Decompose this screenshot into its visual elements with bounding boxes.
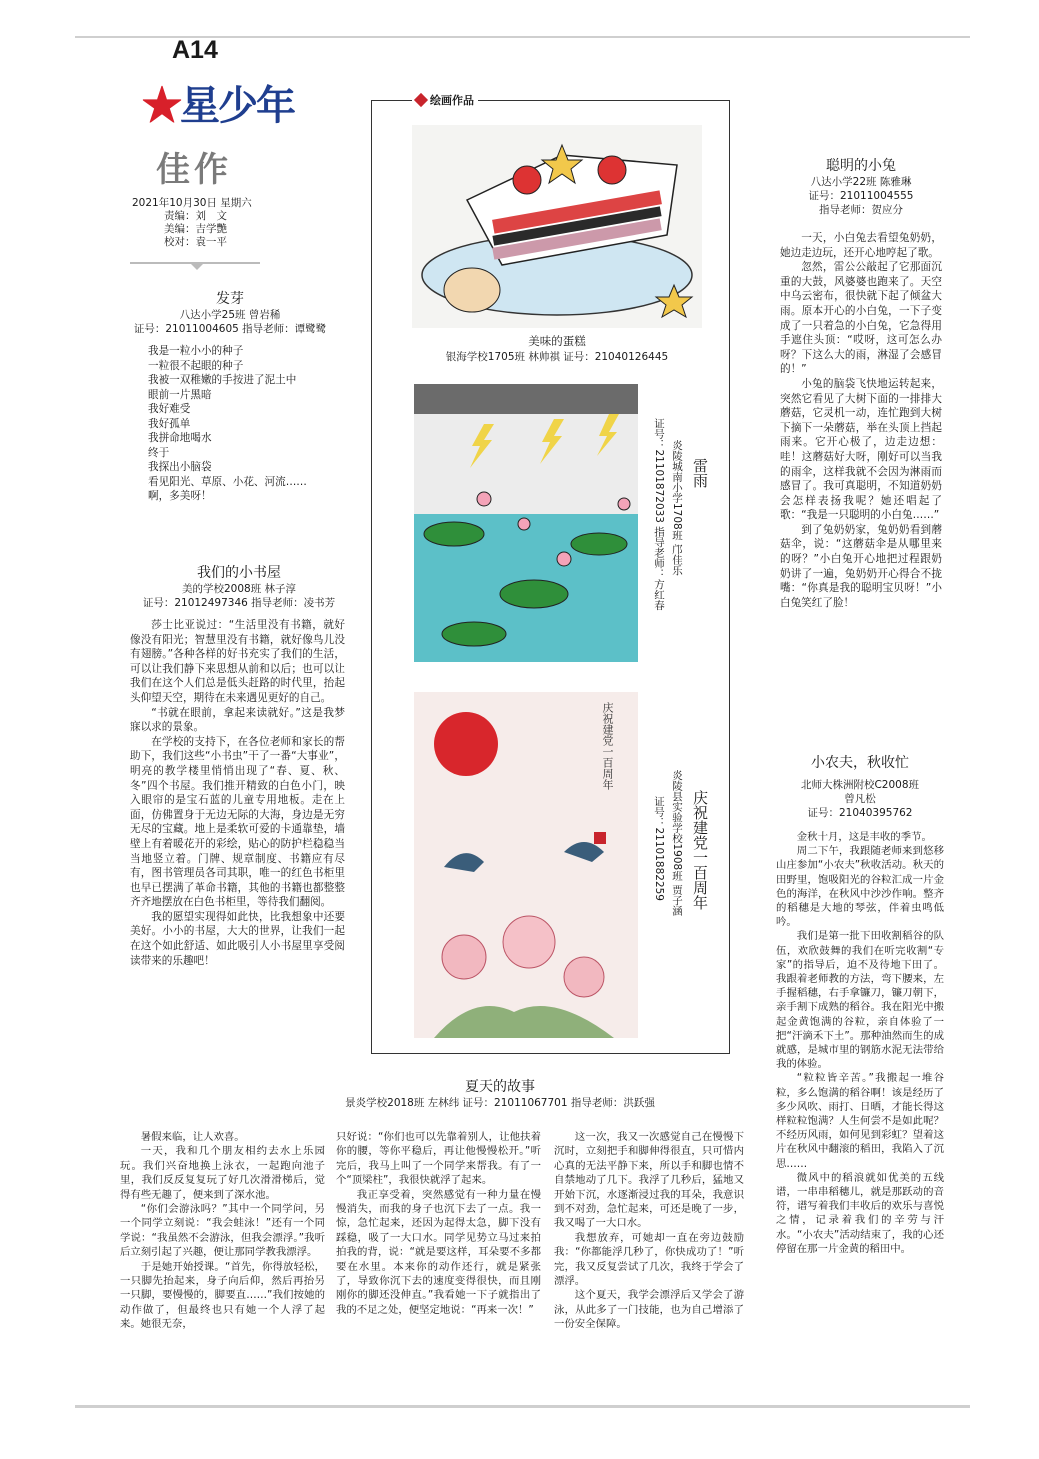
paragraph: 在学校的支持下，在各位老师和家长的帮助下，我们这些“小书虫”干了一番“大事业”，明亮的教学楼里悄悄出现了“春、夏、秋、冬”四个书屋。我们推开精致的白色小门，映入眼帘的是宝石蓝的儿童专用地板。走在上面，仿佛置身于无边无际的大海，身边是无穷无尽的宝藏。地上是柔软可爱的卡通靠垫，墙壁上有着暖花开的彩绘，贴心的防护栏稳稳当当地竖立着。门牌、规章制度、书籍应有尽有，图书管理员各司其职，唯一的红色书柜里也早已摆满了革命书籍，其他的书籍也都整整齐齐地摆放在白色书柜里，等待我们翻阅。: [130, 735, 345, 909]
paragraph: 暑假来临，让人欢喜。: [140, 1131, 245, 1143]
article-cert: 证号：21011004605 指导老师：谭鹭鹭: [133, 323, 327, 335]
rain-drawing: [414, 384, 638, 662]
paragraph: 这一次，我又一次感觉自己在慢慢下沉时，立刻把手和脚伸得很直，只可惜内心真的无法平静下来，所以手和脚也情不自禁地动了几下。我浮了几秒后，猛地又开始下沉，水逐渐浸过我的耳朵，我意识到不对劲，急忙起来，可还是晚了一步，我又喝了一大口水。: [554, 1131, 744, 1230]
article-title: 小农夫，秋收忙: [811, 755, 909, 771]
article-body: [130, 618, 345, 968]
painting-author: 炎陵城南小学1708班 邝佳乐: [671, 440, 683, 576]
article-cert: 证号：21011004555: [808, 190, 914, 202]
paragraph: “粒粒皆辛苦。”我搬起一堆谷粒，多么饱满的稻谷啊！该是经历了多少风吹、雨打、日晒，才能长得这样粒粒饱满？人生何尝不是如此呢？不经历风雨，如何见到彩虹？望着这片在秋风中翻滚的稻田，我陷入了沉思……: [776, 1072, 944, 1170]
article-author: 美的学校2008班 林子淳: [181, 583, 297, 595]
paragraph: 小兔的脑袋飞快地运转起来，突然它看见了大树下面的一排排大蘑菇，它灵机一动，连忙跑到大树下摘下一朵蘑菇，举在头顶上挡起雨来。它开心极了，边走边想：哇！这蘑菇好大呀，刚好可以当我的雨伞，这样我就不会因为淋雨而感冒了。我可真聪明，不知道奶奶会怎样表扬我呢？她还唱起了歌：“我是一只聪明的小白兔……”: [780, 377, 942, 522]
proof-credit: 校对：袁一平: [164, 236, 227, 248]
paragraph: 忽然，雷公公敲起了它那面沉重的大鼓，风婆婆也跑来了。天空中乌云密布，很快就下起了倾盆大雨。原本开心的小白兔，一下子变成了一只着急的小白兔，它急得用手遮住头顶：“哎呀，这可怎么办呀？下这么大的雨，淋湿了会感冒的！”: [780, 261, 942, 376]
article-summer-head: [250, 1076, 750, 1110]
paragraph: 金秋十月，这是丰收的季节。: [796, 831, 932, 843]
edition-date: 2021年10月30日 星期六: [132, 197, 252, 209]
bottom-rule: [75, 1405, 970, 1408]
poem-line: 我好难受: [148, 403, 191, 415]
editor-credit: 责编：刘 文: [164, 210, 227, 222]
chevron-down-icon: [189, 262, 205, 270]
paragraph: 一天，我和几个朋友相约去水上乐园玩。我们兴奋地换上泳衣，一起跑向池子里，我们反反复复玩了好几次滑滑梯后，觉得有些无趣了，便来到了深水池。: [120, 1145, 325, 1201]
article-rabbit: [780, 155, 942, 610]
article-author: 北师大株洲附校C2008班: [800, 779, 920, 791]
painting-title: 雷雨: [691, 458, 709, 488]
article-teacher: 指导老师：贺应分: [819, 204, 903, 216]
article-sprout: [120, 288, 340, 504]
painting-title: 美味的蛋糕: [528, 334, 586, 348]
paragraph: 周二下午，我跟随老师来到悠移山庄参加“小农夫”秋收活动。秋天的田野里，饱吸阳光的谷粒汇成一片金色的海洋，在秋风中沙沙作响。整齐的稻穗是大地的琴弦，伴着虫鸣低吟。: [776, 845, 944, 929]
painting-cake: [412, 125, 702, 328]
poem-line: 我是一粒小小的种子: [148, 345, 244, 357]
article-title: 发芽: [216, 291, 244, 307]
painting-rain: [414, 384, 638, 662]
designer-credit: 美编：吉学艷: [164, 223, 227, 235]
poem-line: 眼前一片黑暗: [148, 388, 212, 401]
article-author: 八达小学25班 曾岩稀: [179, 309, 281, 321]
poem-line: 我被一双稚嫩的手按进了泥土中: [148, 374, 297, 386]
article-title: 夏天的故事: [465, 1079, 535, 1095]
article-author: 八达小学22班 陈雅琳: [810, 176, 912, 188]
painting-cert: 证号：21101882259: [653, 796, 665, 901]
poem-line: 啊，多美呀！: [148, 490, 212, 502]
poem-line: 我拼命地喝水: [148, 432, 212, 444]
painting-section-tag: 绘画作品: [412, 92, 478, 108]
summer-column-2: [336, 1130, 541, 1317]
poem-line: 我好孤单: [148, 417, 191, 430]
article-author: 景炎学校2018班 左林纬 证号：21011067701 指导老师：洪跃强: [345, 1097, 655, 1109]
cake-drawing: [412, 125, 702, 328]
painting-author: 炎陵县实验学校1908班 贾子涵: [671, 770, 683, 916]
poem-line: 终于: [148, 446, 170, 459]
article-title: 我们的小书屋: [197, 565, 281, 581]
summer-column-3: [554, 1130, 744, 1332]
brand-logo: [142, 74, 294, 131]
summer-column-1: [120, 1130, 325, 1332]
painting-title: 庆祝建党一百周年: [691, 790, 709, 910]
paragraph: “书就在眼前，拿起来读就好。”这是我梦寐以求的景象。: [130, 706, 345, 734]
paragraph: 只好说：“你们也可以先靠着别人，让他扶着你的腰，等你平稳后，再让他慢慢松开。”听完后，我马上叫了一个同学来帮我。有了一个“顶梁柱”，我很快就浮了起来。: [336, 1131, 541, 1187]
edition-meta: [132, 197, 262, 249]
paragraph: 我正享受着，突然感觉有一种力量在慢慢消失，而我的身子也沉下去了一点。我一惊，急忙起来，还因为起得太急，脚下没有踩稳，吸了一大口水。同学见势立马过来拍拍我的背，说：“就是要这样，耳朵要不多都要在水里。本来你的动作还行，就是紧张了，导致你沉下去的速度变得很快，而且刚刚你的脚还没伸直。”我看她一下子就指出了我的不足之处，便坚定地说：“再来一次！”: [336, 1188, 541, 1316]
painting-inscription: 庆祝建党一百周年: [601, 702, 614, 790]
page-number: A14: [172, 36, 218, 64]
article-title: 聪明的小兔: [826, 158, 896, 174]
brand-text: 星少年: [180, 82, 294, 129]
article-body: [780, 231, 942, 610]
article-cert: 证号：21012497346 指导老师：凌书芳: [142, 597, 336, 609]
poem-line: 看见阳光、草原、小花、河流……: [148, 475, 307, 488]
paragraph: 微风中的稻浪就如优美的五线谱，一串串稻穗儿，就是那跃动的音符，谱写着我们丰收后的欢乐与喜悦之情，记录着我们的辛劳与汗水。“小农夫”活动结束了，我的心还停留在那一片金黄的稻田中。: [776, 1171, 944, 1255]
paragraph: 莎士比亚说过：“生活里没有书籍，就好像没有阳光；智慧里没有书籍，就好像鸟儿没有翅膀。”各种各样的好书充实了我们的生活，可以让我们静下来思想从前和以后；也可以让我们在这个人们总是低头赶路的时代里，抬起头仰望天空，期待在未来遇见更好的自己。: [130, 619, 345, 704]
painting-cert: 证号：21101872033 指导老师：方红春: [653, 418, 665, 611]
poem-line: 我探出小脑袋: [148, 461, 212, 473]
pen-icon: [414, 93, 428, 107]
brand-subtitle: 佳作: [156, 150, 232, 190]
paragraph: 这个夏天，我学会漂浮后又学会了游泳，从此多了一门技能，也为自己增添了一份安全保障。: [554, 1289, 744, 1331]
paragraph: 我们是第一批下田收割稻谷的队伍，欢欣鼓舞的我们在听完收割“专家”的指导后，迫不及待地下田了。我跟着老师教的方法，弯下腰来，左手握稻穗，右手拿镰刀，镰刀朝下，亲手割下成熟的稻谷。我在阳光中搬起金黄饱满的谷粒，亲自体验了一把“汗滴禾下土”。那种油然而生的成就感，是城市里的钢筋水泥无法带给我的体验。: [776, 930, 944, 1071]
painting-author: 银海学校1705班 林帅祺 证号：21040126445: [445, 351, 669, 363]
article-body: [776, 830, 944, 1256]
poem-line: 一粒很不起眼的种子: [148, 359, 244, 372]
article-bookhouse: [120, 562, 358, 968]
article-farmer: [776, 752, 944, 1256]
paragraph: 我的愿望实现得如此快，比我想象中还要美好。小小的书屋，大大的世界，让我们一起在这个如此舒适、如此吸引人小书屋里享受阅读带来的乐趣吧！: [130, 910, 345, 967]
painting-party: [414, 692, 638, 1038]
poem-body: [148, 344, 340, 504]
paragraph: 一天，小白兔去看望兔奶奶，她边走边玩，还开心地哼起了歌。: [780, 232, 942, 259]
article-cert: 证号：21040395762: [807, 807, 913, 819]
paragraph: “你们会游泳吗？”其中一个同学问，另一个同学立刻说：“我会蛙泳！”还有一个同学说：“我虽然不会游泳，但我会漂浮。”我听后立刻引起了兴趣，便让那同学教我漂浮。: [120, 1203, 325, 1259]
star-icon: ★: [142, 82, 180, 129]
paragraph: 我想放弃，可她却一直在旁边鼓励我：“你都能浮几秒了，你快成功了！”听完，我又反复尝试了几次，我终于学会了漂浮。: [554, 1231, 744, 1288]
paragraph: 到了兔奶奶家，兔奶奶看到蘑菇伞，说：“这蘑菇伞是从哪里来的呀？”小白兔开心地把过程跟奶奶讲了一遍，兔奶奶开心得合不拢嘴：“你真是我的聪明宝贝呀！”小白兔笑红了脸！: [780, 523, 942, 609]
paragraph: 于是她开始授课。“首先，你得放轻松，一只脚先抬起来，身子向后仰，然后再抬另一只脚，要慢慢的，脚要直……”我们按她的动作做了，但最终也只有她一个人浮了起来。她很无奈，: [120, 1260, 325, 1331]
article-name: 曾凡松: [844, 793, 876, 805]
